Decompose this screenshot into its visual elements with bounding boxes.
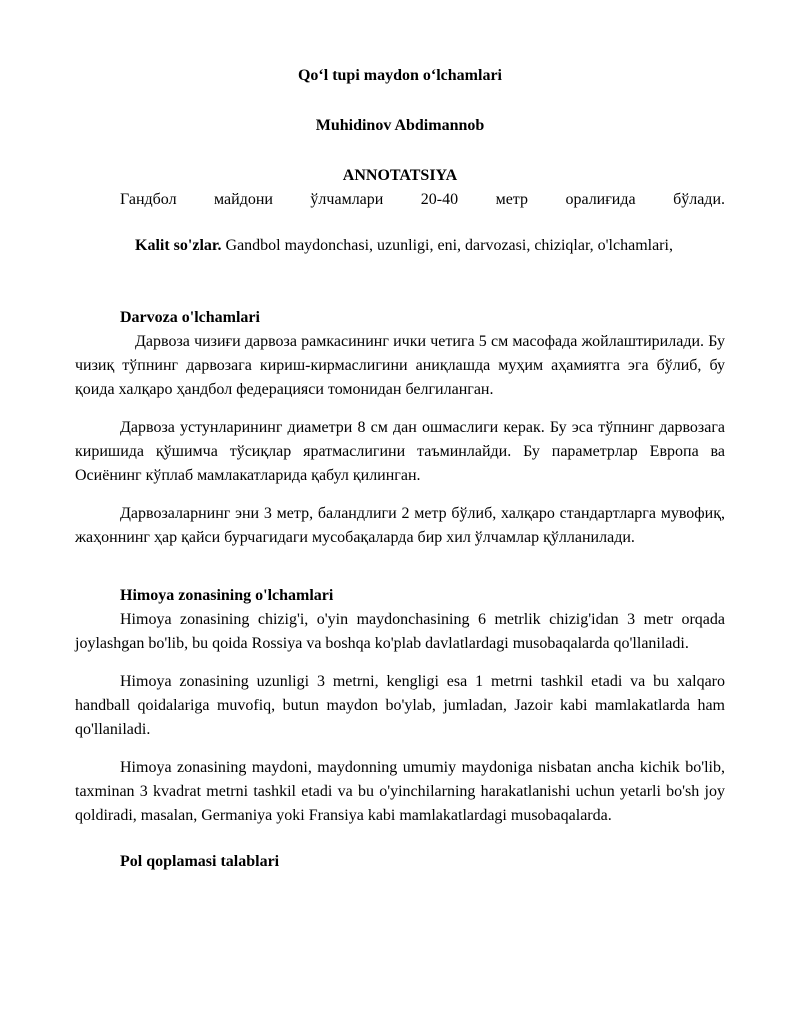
keywords-paragraph [75,234,725,258]
author-name: Muhidinov Abdimannob [315,117,485,134]
paragraph-himoya-2: Himoya zonasining uzunligi 3 metrni, kengligi esa 1 metrni tashkil etadi va bu xalqaro handball qoidalariga muvofiq, butun maydon bo'ylab, jumladan, Jazoir kabi mamlakatlarda ham qo'llaniladi. [75,673,725,738]
paragraph-himoya-1: Himoya zonasining chizig'i, o'yin maydonchasining 6 metrlik chizig'idan 3 metr orqada joylashgan bo'lib, bu qoida Rossiya va boshqa ko'plab davlatlardagi musobaqalarda qo'llaniladi. [75,611,725,652]
section-heading-himoya: Himoya zonasining o'lchamlari [120,587,334,604]
document-title: Qo‘l tupi maydon o‘lchamlari [297,67,502,84]
keywords-label: Kalit so'zlar. [135,237,222,254]
paragraph-darvoza-2: Дарвоза устунларининг диаметри 8 см дан ошмаслиги керак. Бу эса тўпнинг дарвозага киришида қўшимча тўсиқлар яратмаслигини таъминлайди. Бу параметрлар Европа ва Осиёнинг кўплаб мамлакатларида қабул қилинган. [75,419,725,484]
paragraph-darvoza-1: Дарвоза чизиғи дарвоза рамкасининг ички четига 5 см масофада жойлаштирилади. Бу чизиқ тўпнинг дарвозага кириш-кирмаслигини аниқлашда муҳим аҳамиятга эга бўлиб, бу қоида халқаро ҳандбол федерацияси томонидан белгиланган. [75,333,725,398]
keywords-text: Gandbol maydonchasi, uzunligi, eni, darvozasi, chiziqlar, o'lchamlari, [221,237,673,254]
document-page [75,62,725,874]
section-heading-darvoza: Darvoza o'lchamlari [120,309,260,326]
annotation-text: Гандбол майдони ўлчамлари 20-40 метр оралиғида бўлади. [120,191,725,208]
paragraph-darvoza-3: Дарвозаларнинг эни 3 метр, баландлиги 2 метр бўлиб, халқаро стандартларга мувофиқ, жаҳоннинг ҳар қайси бурчагидаги мусобақаларда бир хил ўлчамлар қўлланилади. [75,505,725,546]
paragraph-himoya-3: Himoya zonasining maydoni, maydonning umumiy maydoniga nisbatan ancha kichik bo'lib, taxminan 3 kvadrat metrni tashkil etadi va bu o'yinchilarning harakatlanishi uchun yetarli bo'sh joy qoldiradi, masalan, Germaniya yoki Fransiya kabi mamlakatlardagi musobaqalarda. [75,759,725,824]
annotation-heading: ANNOTATSIYA [342,167,458,184]
section-heading-pol: Pol qoplamasi talablari [120,853,280,870]
